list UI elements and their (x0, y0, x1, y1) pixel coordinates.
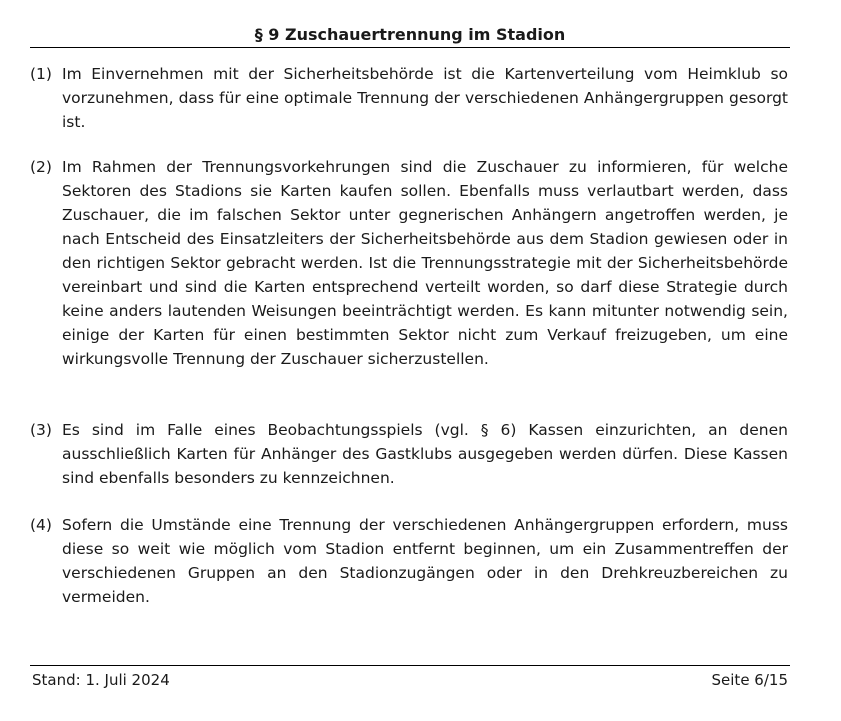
section-heading: § 9 Zuschauertrennung im Stadion (254, 25, 566, 44)
paragraph-text: Es sind im Falle eines Beobachtungsspiels (vgl. § 6) Kassen einzurichten, an denen ausschließlich Karten für Anhänger des Gastklubs ausgegeben werden dürfen. Diese Kassen sind ebenfalls besonders zu kennzeichnen. (62, 421, 788, 487)
paragraph-text: Im Rahmen der Trennungsvorkehrungen sind die Zuschauer zu informieren, für welche Sektoren des Stadions sie Karten kaufen sollen. Ebenfalls muss verlautbart werden, dass Zuschauer, die im falschen Sektor unter gegnerischen Anhängern angetroffen werden, je nach Entscheid des Einsatzleiters der Sicherheitsbehörde aus dem Stadion gewiesen oder in den richtigen Sektor gebracht werden. Ist die Trennungsstrategie mit der Sicherheitsbehörde vereinbart und sind die Karten entsprechend verteilt worden, so darf diese Strategie durch keine anders lautenden Weisungen beeinträchtigt werden. Es kann mitunter notwendig sein, einige der Karten für einen bestimmten Sektor nicht zum Verkauf freizugeben, um eine wirkungsvolle Trennung der Zuschauer sicherzustellen. (62, 158, 788, 368)
paragraph-2 (30, 155, 788, 371)
paragraph-number: (1) (30, 65, 52, 83)
footer-date: Stand: 1. Juli 2024 (32, 671, 170, 689)
paragraph-1 (30, 62, 788, 134)
heading-divider (30, 47, 790, 48)
paragraph-number: (3) (30, 421, 52, 439)
paragraph-number: (2) (30, 158, 52, 176)
footer-page-number: Seite 6/15 (711, 671, 788, 689)
paragraph-number: (4) (30, 516, 52, 534)
footer-divider (30, 665, 790, 666)
document-page (30, 0, 790, 721)
paragraph-text: Sofern die Umstände eine Trennung der verschiedenen Anhängergruppen erfordern, muss diese so weit wie möglich vom Stadion entfernt beginnen, um ein Zusammentreffen der verschiedenen Gruppen an den Stadionzugängen oder in den Drehkreuzbereichen zu vermeiden. (62, 516, 788, 606)
paragraph-4 (30, 513, 788, 609)
paragraph-text: Im Einvernehmen mit der Sicherheitsbehörde ist die Kartenverteilung vom Heimklub so vorzunehmen, dass für eine optimale Trennung der verschiedenen Anhängergruppen gesorgt ist. (62, 65, 788, 131)
paragraph-3 (30, 418, 788, 490)
